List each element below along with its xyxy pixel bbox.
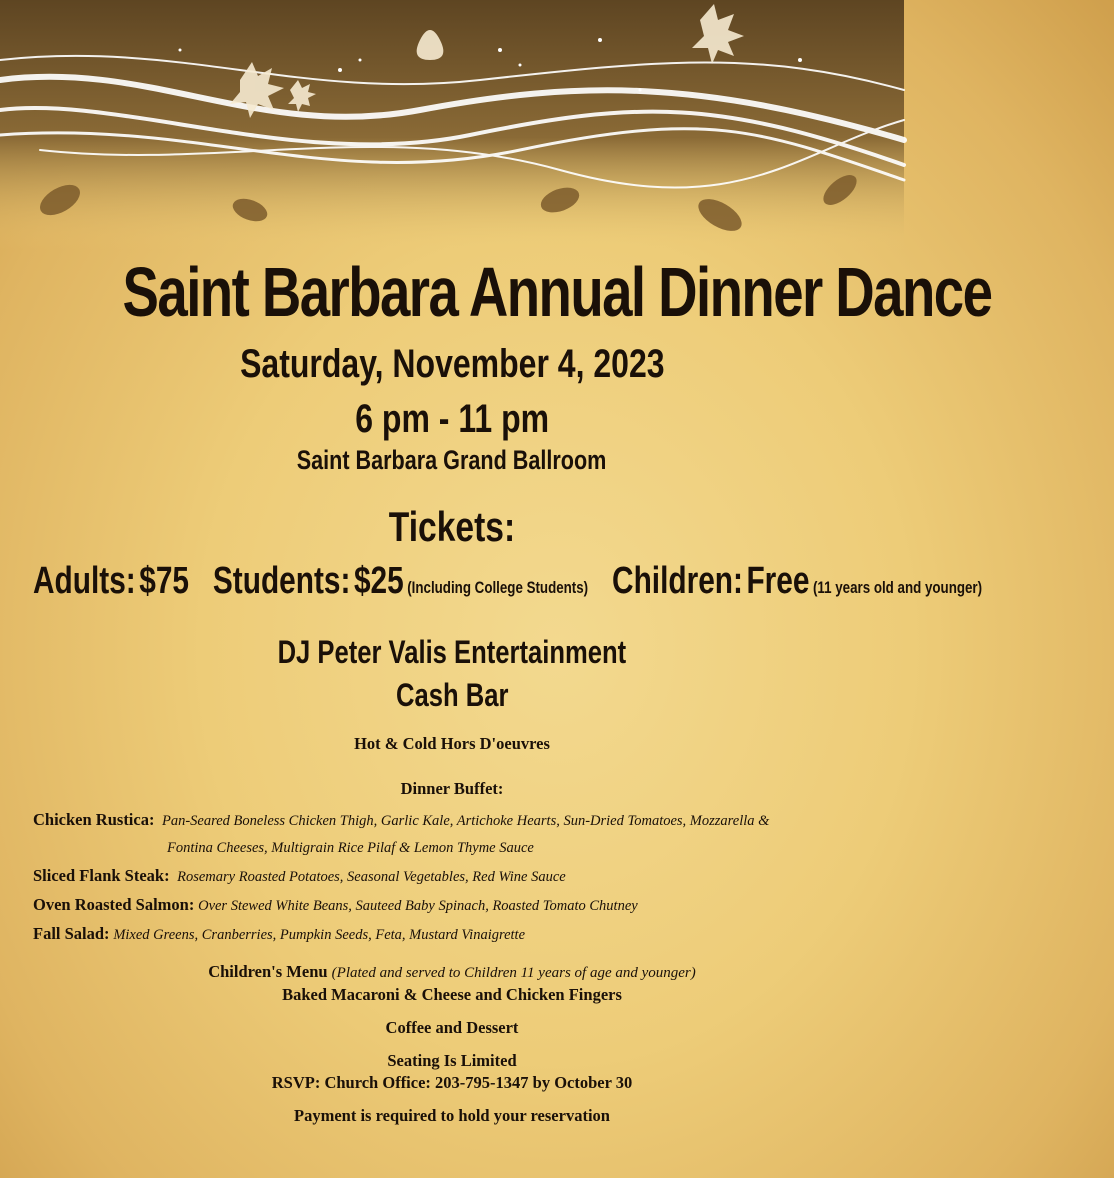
event-time-row (0, 397, 904, 442)
event-title-row (0, 252, 992, 332)
bar-row (0, 677, 904, 714)
menu-item-continued (33, 835, 873, 862)
menu-item (33, 806, 873, 835)
event-time: 6 pm - 11 pm (355, 397, 549, 441)
cash-bar: Cash Bar (395, 677, 509, 713)
buffet-heading: Dinner Buffet: (400, 779, 504, 798)
rsvp-info: RSVP: Church Office: 203-795-1347 by October 30 (271, 1073, 633, 1092)
event-title-text: Saint Barbara Annual Dinner Dance (122, 253, 992, 331)
hors-doeuvres: Hot & Cold Hors D'oeuvres (354, 734, 550, 753)
children-menu (0, 962, 904, 982)
students-price: $25 (353, 560, 404, 602)
payment-note: Payment is required to hold your reservation (294, 1106, 610, 1125)
menu-item-name: Chicken Rustica: (33, 810, 155, 829)
menu-item-name: Oven Roasted Salmon: (33, 895, 195, 914)
entertainment-row (0, 634, 904, 671)
buffet-menu (33, 806, 873, 949)
ticket-prices (33, 560, 983, 603)
children-menu-label: Children's Menu (208, 962, 328, 981)
children-label: Children: (612, 560, 743, 602)
students-note: (Including College Students) (407, 578, 589, 597)
menu-item-name: Sliced Flank Steak: (33, 866, 170, 885)
children-price: Free (746, 560, 810, 602)
menu-item-desc: Pan-Seared Boneless Chicken Thigh, Garlic Kale, Artichoke Hearts, Sun-Dried Tomatoes, Mozzarella & (161, 813, 770, 829)
coffee-dessert: Coffee and Dessert (385, 1018, 519, 1037)
event-venue-row (0, 445, 904, 476)
adults-price: $75 (139, 560, 190, 602)
menu-item-desc: Over Stewed White Beans, Sauteed Baby Spinach, Roasted Tomato Chutney (198, 898, 638, 914)
menu-item (33, 862, 873, 891)
menu-item (33, 920, 873, 949)
autumn-leaves-banner (0, 0, 904, 250)
menu-item-desc: Fontina Cheeses, Multigrain Rice Pilaf & Lemon Thyme Sauce (167, 840, 534, 856)
adults-label: Adults: (33, 560, 136, 602)
children-note: (11 years old and younger) (812, 578, 983, 597)
tickets-heading-row (0, 503, 904, 551)
menu-item (33, 891, 873, 920)
children-menu-note: (Plated and served to Children 11 years of age and younger) (331, 965, 696, 981)
menu-item-desc: Rosemary Roasted Potatoes, Seasonal Vegetables, Red Wine Sauce (177, 869, 566, 885)
event-venue: Saint Barbara Grand Ballroom (297, 445, 607, 475)
children-menu-item: Baked Macaroni & Cheese and Chicken Fingers (282, 985, 622, 1004)
seating-note: Seating Is Limited (387, 1051, 517, 1070)
tickets-heading: Tickets: (388, 503, 516, 550)
students-label: Students: (212, 560, 351, 602)
event-date-row (0, 342, 904, 387)
entertainment: DJ Peter Valis Entertainment (277, 634, 627, 670)
menu-item-name: Fall Salad: (33, 924, 110, 943)
event-date: Saturday, November 4, 2023 (239, 342, 665, 386)
menu-item-desc: Mixed Greens, Cranberries, Pumpkin Seeds, Feta, Mustard Vinaigrette (113, 927, 526, 943)
